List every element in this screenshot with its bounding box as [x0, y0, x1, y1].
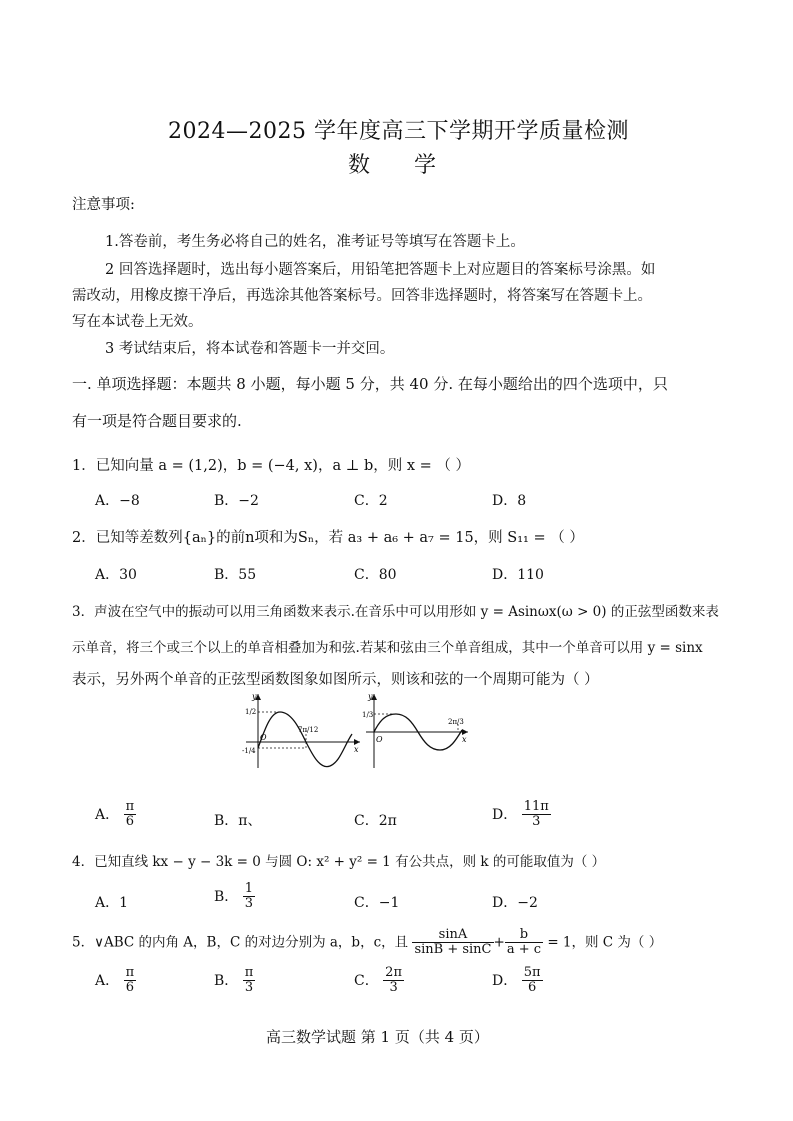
- q5-option-a: A． $\frac{\pi}{6}$: [95, 965, 135, 996]
- y-label-2: y: [368, 692, 373, 701]
- fraction: $\frac{\pi}{6}$: [125, 799, 135, 830]
- x-label-2: x: [462, 735, 467, 744]
- notice-heading: 注意事项:: [72, 197, 135, 213]
- q4-option-d: D．−2: [492, 895, 538, 911]
- q5-option-b: B． $\frac{\pi}{3}$: [214, 965, 254, 996]
- q3-option-d: D． $\frac{11\pi}{3}$: [492, 799, 549, 830]
- y-max-label-2: 1/3: [362, 711, 374, 719]
- notice-item-1: 1.答卷前，考生务必将自己的姓名，准考证号等填写在答题卡上。: [105, 234, 525, 250]
- fraction-sin-ratio: $\frac{\sin A}{\sin B + \sin C}$: [414, 927, 492, 958]
- question-1-stem: 1．已知向量 a = (1,2)，b = (−4, x)，a ⊥ b，则 x = （ ）: [72, 458, 470, 474]
- fraction: $\frac{\pi}{3}$: [244, 965, 254, 996]
- q2-option-a: A．30: [95, 567, 137, 583]
- question-2-stem: 2．已知等差数列{aₙ}的前n项和为Sₙ，若 a₃ + a₆ + a₇ = 15，则 S₁₁ = （ ）: [72, 530, 584, 546]
- y-label-1: y: [252, 692, 257, 701]
- q5-option-c: C． $\frac{2\pi}{3}$: [354, 965, 402, 996]
- section-heading: 一. 单项选择题：本题共 8 小题，每小题 5 分，共 40 分. 在每小题给出的四个选项中，只: [72, 375, 668, 393]
- q5-option-d: D． $\frac{5\pi}{6}$: [492, 965, 541, 996]
- question-3-line-3: 表示，另外两个单音的正弦型函数图象如图所示，则该和弦的一个周期可能为（ ）: [72, 672, 599, 688]
- section-heading-cont: 有一项是符合题目要求的.: [72, 412, 242, 430]
- question-3-line-1: 3．声波在空气中的振动可以用三角函数来表示.在音乐中可以用形如 y = Asinωx(ω > 0) 的正弦型函数来表: [72, 604, 719, 620]
- fraction: $\frac{\pi}{6}$: [125, 965, 135, 996]
- question-3-line-2: 示单音，将三个或三个以上的单音相叠加为和弦.若某和弦由三个单音组成，其中一个单音可以用 y = sinx: [72, 640, 703, 656]
- q1-option-d: D．8: [492, 493, 527, 509]
- q4-option-a: A．1: [95, 895, 129, 911]
- q2-option-c: C．80: [354, 567, 397, 583]
- page-footer: 高三数学试题 第 1 页（共 4 页）: [266, 1028, 489, 1046]
- question-4-stem: 4．已知直线 kx − y − 3k = 0 与圆 O: x² + y² = 1 有公共点，则 k 的可能取值为（ ）: [72, 854, 606, 870]
- fraction: $\frac{1}{3}$: [244, 881, 254, 912]
- origin-label-1: O: [260, 733, 267, 742]
- x-label-1: x: [354, 745, 359, 754]
- q3-option-c: C．2π: [354, 813, 397, 829]
- notice-item-2: 2 回答选择题时，选出每小题答案后，用铅笔把答题卡上对应题目的答案标号涂黑。如: [105, 262, 656, 278]
- q3-option-a: A． $\frac{\pi}{6}$: [95, 799, 135, 830]
- subject-title: 数 学: [348, 153, 437, 178]
- y-max-label-1: 1/2: [245, 708, 257, 716]
- q3-option-b: B．π、: [214, 813, 262, 829]
- q1-option-b: B．−2: [214, 493, 259, 509]
- sine-graph-1: [240, 690, 365, 770]
- fraction: $\frac{2\pi}{3}$: [385, 965, 402, 996]
- q2-option-b: B．55: [214, 567, 257, 583]
- q1-option-a: A．−8: [95, 493, 140, 509]
- q4-option-c: C．−1: [354, 895, 400, 911]
- sine-graph-2: [362, 690, 472, 770]
- q2-option-d: D．110: [492, 567, 544, 583]
- notice-item-2-cont: 需改动，用橡皮擦干净后，再选涂其他答案标号。回答非选择题时，将答案写在答题卡上。: [72, 288, 652, 304]
- origin-label-2: O: [376, 735, 383, 744]
- fraction-side-ratio: $\frac{b}{a + c}$: [506, 927, 542, 958]
- question-5-stem: 5．∨ABC 的内角 A，B，C 的对边分别为 a，b，c，且 $\frac{\sin A}{\sin B + \sin C}$ + $\frac{b}{a + c}$ = 1，则 C 为（ ）: [72, 927, 663, 958]
- page-title: 2024—2025 学年度高三下学期开学质量检测: [168, 119, 629, 144]
- q1-option-c: C．2: [354, 493, 388, 509]
- x-mark-label-1: 7π/12: [298, 726, 319, 734]
- fraction: $\frac{11\pi}{3}$: [523, 799, 549, 830]
- fraction: $\frac{5\pi}{6}$: [523, 965, 541, 996]
- q4-option-b: B． $\frac{1}{3}$: [214, 881, 254, 912]
- y-min-label-1: -1/4: [242, 747, 256, 755]
- notice-item-3: 3 考试结束后，将本试卷和答题卡一并交回。: [105, 341, 395, 357]
- sine-curve-1: [258, 712, 352, 767]
- notice-item-2-end: 写在本试卷上无效。: [72, 314, 203, 330]
- x-mark-label-2: 2π/3: [448, 718, 464, 726]
